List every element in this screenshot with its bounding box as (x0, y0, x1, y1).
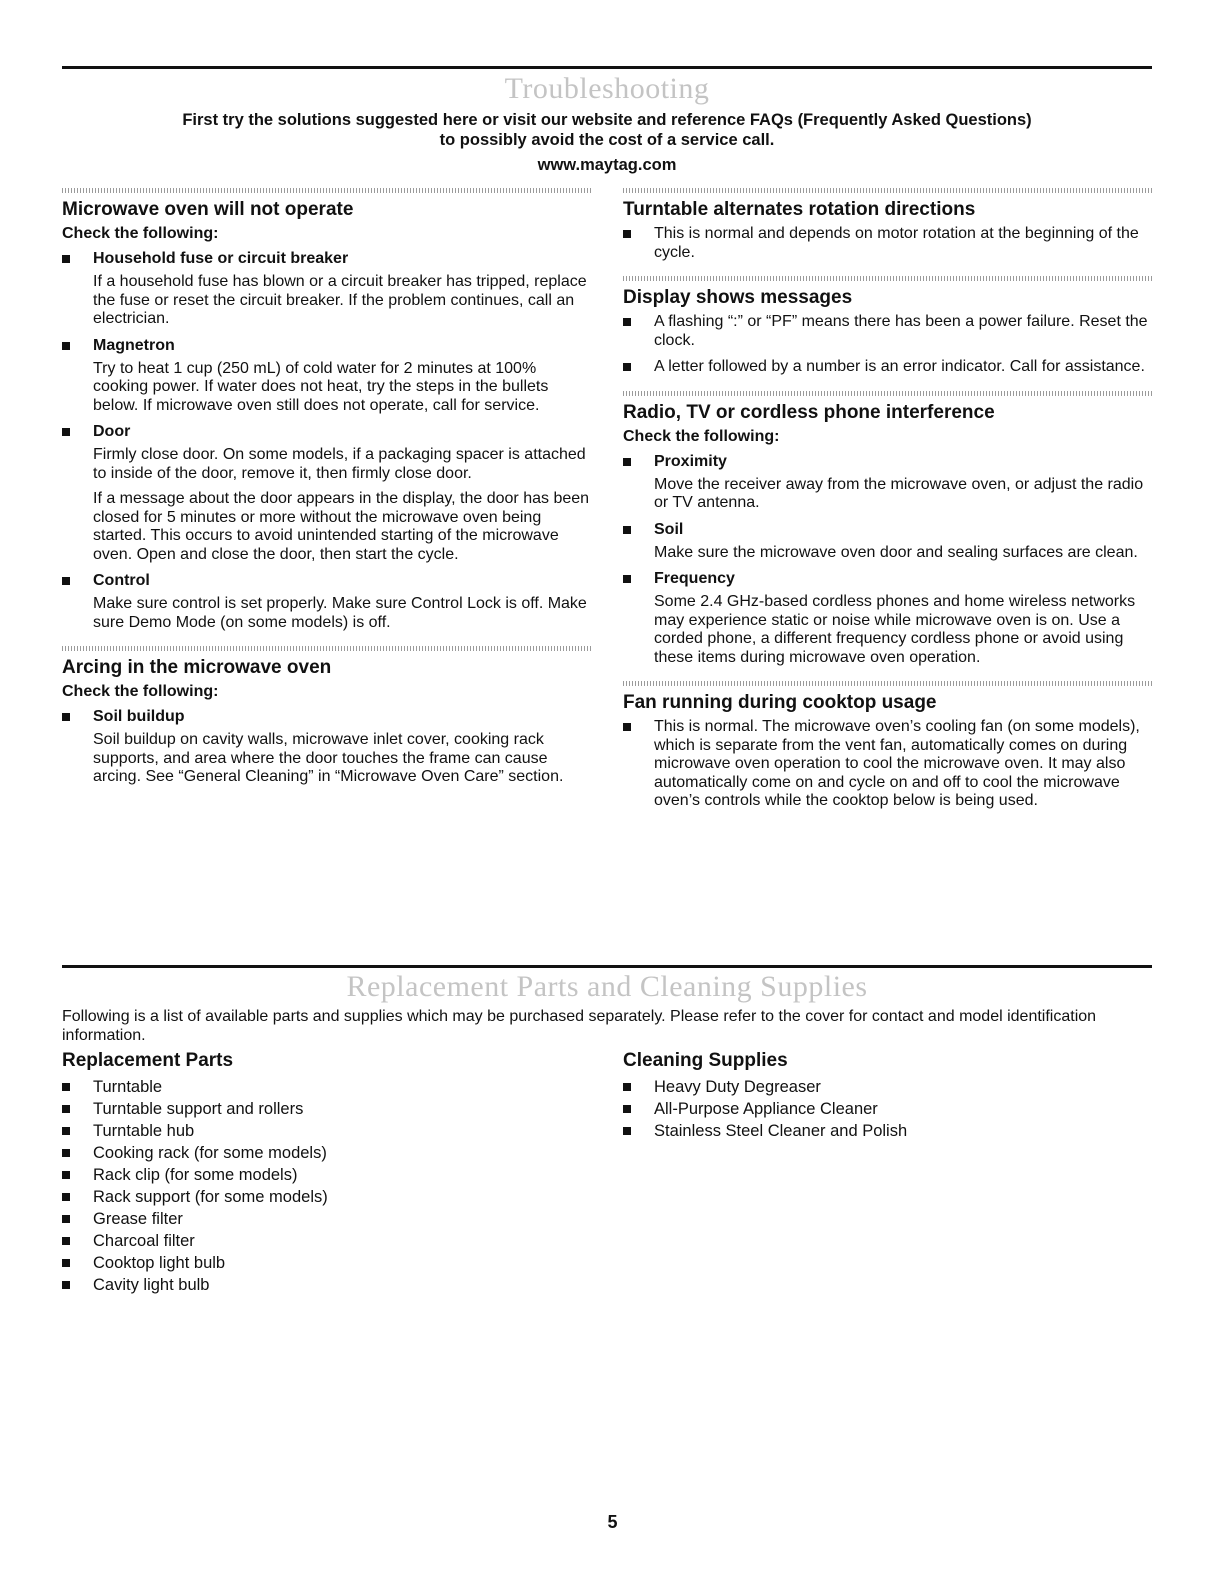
bullet-icon (623, 1083, 631, 1091)
bullet-icon (623, 1105, 631, 1113)
problem-title-display: Display shows messages (623, 287, 853, 308)
check-item-name: Soil buildup (93, 708, 185, 725)
problem-title-interference: Radio, TV or cordless phone interference (623, 401, 995, 423)
check-item-name: Soil (654, 520, 684, 538)
list-item (62, 1142, 592, 1164)
bullet-icon (62, 1215, 70, 1223)
dotted-divider (623, 681, 1153, 686)
bullet-text: A flashing “:” or “PF” means there has been a power failure. Reset the clock. (654, 313, 1148, 349)
check-label: Check the following: (62, 225, 219, 242)
bullet-icon (623, 575, 631, 583)
bullet-text: A letter followed by a number is an error indicator. Call for assistance. (654, 358, 1145, 375)
check-item-name: Proximity (654, 452, 727, 470)
bullet-icon (623, 230, 631, 238)
troubleshooting-left-column (62, 188, 592, 794)
intro-line-1: First try the solutions suggested here or visit our website and reference FAQs (Frequently Asked Questions) (182, 111, 1032, 129)
list-item-text: Turntable hub (93, 1122, 195, 1140)
list-item (623, 1120, 1153, 1142)
list-item-text: Cavity light bulb (93, 1276, 210, 1294)
bullet-icon (62, 1171, 70, 1179)
check-item-frequency (623, 569, 1153, 667)
check-label: Check the following: (62, 683, 219, 700)
top-rule (62, 66, 1152, 69)
list-item-text: Rack support (for some models) (93, 1188, 328, 1206)
bullet-icon (62, 1237, 70, 1245)
check-item-text: Try to heat 1 cup (250 mL) of cold water for 2 minutes at 100% cooking power. If water does not heat, try the steps in the bullets below. If microwave oven still does not operate, call for service. (93, 359, 549, 414)
cleaning-supplies-title: Cleaning Supplies (623, 1050, 788, 1071)
list-item-text: Cooking rack (for some models) (93, 1144, 327, 1162)
dotted-divider (623, 276, 1153, 281)
check-item-name: Frequency (654, 570, 735, 587)
check-item-text: Soil buildup on cavity walls, microwave inlet cover, cooking rack supports, and area where the door touches the frame can cause arcing. See “General Cleaning” in “Microwave Oven Care” section. (93, 731, 564, 785)
check-item-name: Control (93, 572, 150, 589)
problem-title-turntable: Turntable alternates rotation directions (623, 199, 976, 220)
list-item (62, 1274, 592, 1296)
list-item-text: Stainless Steel Cleaner and Polish (654, 1122, 908, 1140)
bullet-item (623, 358, 1153, 377)
dotted-divider (62, 646, 592, 651)
bullet-icon (62, 577, 70, 585)
list-item (62, 1230, 592, 1252)
bullet-icon (62, 1259, 70, 1267)
list-item-text: Rack clip (for some models) (93, 1166, 298, 1184)
replacement-parts-column (62, 1050, 592, 1296)
website-link[interactable]: www.maytag.com (537, 156, 677, 174)
list-item-text: Turntable (93, 1078, 163, 1096)
bullet-icon (62, 255, 70, 263)
list-item (62, 1208, 592, 1230)
bullet-icon (623, 458, 631, 466)
parts-title: Replacement Parts and Cleaning Supplies (346, 970, 868, 1003)
list-item-text: All-Purpose Appliance Cleaner (654, 1100, 878, 1118)
list-item-text: Charcoal filter (93, 1232, 195, 1250)
bullet-icon (62, 1193, 70, 1201)
troubleshooting-right-column (623, 188, 1153, 819)
check-item-soil (623, 520, 1153, 563)
problem-title-not-operate: Microwave oven will not operate (62, 199, 354, 220)
problem-title-fan: Fan running during cooktop usage (623, 692, 937, 713)
bullet-text: This is normal. The microwave oven’s cooling fan (on some models), which is separate from the vent fan, automatically comes on during microwave oven operation to cool the microwave oven. It may also automatically come on and cycle on and off to cool the microwave oven’s controls while the cooktop below is being used. (654, 718, 1140, 809)
list-item (62, 1252, 592, 1274)
bullet-icon (62, 342, 70, 350)
check-item-door (62, 422, 592, 564)
check-item-text: Move the receiver away from the microwave oven, or adjust the radio or TV antenna. (654, 475, 1144, 511)
bullet-icon (623, 1127, 631, 1135)
list-item-text: Heavy Duty Degreaser (654, 1078, 821, 1096)
bullet-icon (62, 1149, 70, 1157)
list-item (62, 1120, 592, 1142)
bullet-icon (62, 1083, 70, 1091)
list-item-text: Cooktop light bulb (93, 1254, 226, 1272)
list-item (62, 1164, 592, 1186)
bullet-icon (62, 428, 70, 436)
check-item-text: Firmly close door. On some models, if a packaging spacer is attached to inside of the door, remove it, then firmly close door. (93, 446, 586, 482)
list-item-text: Turntable support and rollers (93, 1100, 304, 1118)
bullet-icon (623, 318, 631, 326)
check-label: Check the following: (623, 427, 780, 445)
check-item-fuse (62, 249, 592, 329)
list-item-text: Grease filter (93, 1210, 183, 1228)
check-item-text: Some 2.4 GHz-based cordless phones and home wireless networks may experience static or noise while microwave oven is on. Use a corded phone, a different frequency cordless phone or avoid using these items during microwave oven operation. (654, 593, 1136, 666)
check-item-name: Door (93, 423, 131, 440)
check-item-magnetron (62, 336, 592, 416)
bullet-icon (623, 363, 631, 371)
dotted-divider (62, 188, 592, 193)
intro-line-2: to possibly avoid the cost of a service call. (439, 131, 775, 149)
check-item-text: If a household fuse has blown or a circuit breaker has tripped, replace the fuse or reset the circuit breaker. If the problem continues, call an electrician. (93, 273, 587, 327)
check-item-name: Magnetron (93, 336, 175, 354)
dotted-divider (623, 188, 1153, 193)
bullet-icon (62, 713, 70, 721)
bullet-item (623, 718, 1153, 811)
bullet-icon (62, 1105, 70, 1113)
check-item-soil-buildup (62, 707, 592, 787)
bullet-icon (62, 1127, 70, 1135)
page-number: 5 (607, 1512, 618, 1532)
check-item-text: Make sure the microwave oven door and sealing surfaces are clean. (654, 543, 1138, 561)
bullet-item (623, 225, 1153, 262)
list-item (62, 1186, 592, 1208)
parts-rule (62, 965, 1152, 968)
troubleshooting-title: Troubleshooting (504, 72, 710, 105)
list-item (62, 1076, 592, 1098)
bullet-icon (623, 723, 631, 731)
list-item (623, 1076, 1153, 1098)
problem-title-arcing: Arcing in the microwave oven (62, 657, 332, 678)
cleaning-supplies-column (623, 1050, 1153, 1142)
bullet-text: This is normal and depends on motor rotation at the beginning of the cycle. (654, 225, 1139, 261)
list-item (62, 1098, 592, 1120)
check-item-control (62, 571, 592, 632)
bullet-icon (623, 526, 631, 534)
check-item-text: Make sure control is set properly. Make sure Control Lock is off. Make sure Demo Mode (on some models) is off. (93, 595, 587, 631)
bullet-icon (62, 1281, 70, 1289)
check-item-name: Household fuse or circuit breaker (93, 250, 349, 267)
bullet-item (623, 313, 1153, 350)
replacement-parts-title: Replacement Parts (62, 1050, 234, 1071)
list-item (623, 1098, 1153, 1120)
check-item-text: If a message about the door appears in the display, the door has been closed for 5 minutes or more without the microwave oven being started. This occurs to avoid unintended starting of the microwave oven. Open and close the door, then start the cycle. (93, 490, 590, 563)
check-item-proximity (623, 452, 1153, 513)
parts-intro: Following is a list of available parts and supplies which may be purchased separately. Please refer to the cover for contact and model identification information. (62, 1008, 1097, 1044)
dotted-divider (623, 391, 1153, 396)
